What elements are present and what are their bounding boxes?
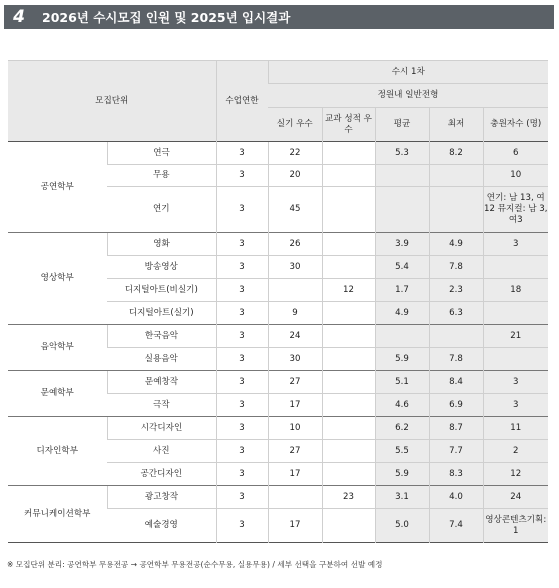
header-avg: 평균 xyxy=(375,108,429,142)
table-row xyxy=(8,325,548,348)
practical-cell: 24 xyxy=(268,325,322,348)
department-cell: 영상학부 xyxy=(8,233,107,325)
header-practical: 실기 우수 xyxy=(268,108,322,142)
years-cell: 3 xyxy=(216,394,268,417)
academic-cell xyxy=(322,256,375,279)
header-track: 정원내 일반전형 xyxy=(268,84,548,108)
table-row xyxy=(8,486,548,509)
low-cell: 4.9 xyxy=(429,233,483,256)
table-row xyxy=(8,142,548,165)
practical-cell: 30 xyxy=(268,256,322,279)
major-cell: 극작 xyxy=(107,394,216,417)
avg-cell xyxy=(375,187,429,233)
waitlist-cell: 3 xyxy=(483,371,548,394)
waitlist-cell: 연기: 남 13, 여 12 뮤지컬: 남 3, 여3 xyxy=(483,187,548,233)
header-round: 수시 1차 xyxy=(268,61,548,84)
table-row xyxy=(8,417,548,440)
header-years: 수업연한 xyxy=(216,61,268,142)
academic-cell xyxy=(322,233,375,256)
waitlist-cell: 6 xyxy=(483,142,548,165)
practical-cell xyxy=(268,486,322,509)
practical-cell: 17 xyxy=(268,463,322,486)
years-cell: 3 xyxy=(216,165,268,187)
practical-cell xyxy=(268,279,322,302)
avg-cell: 5.0 xyxy=(375,509,429,543)
academic-cell xyxy=(322,394,375,417)
academic-cell xyxy=(322,348,375,371)
header-unit: 모집단위 xyxy=(8,61,216,142)
avg-cell: 5.1 xyxy=(375,371,429,394)
avg-cell: 5.9 xyxy=(375,463,429,486)
major-cell: 문예창작 xyxy=(107,371,216,394)
avg-cell: 5.3 xyxy=(375,142,429,165)
low-cell: 8.3 xyxy=(429,463,483,486)
waitlist-cell: 12 xyxy=(483,463,548,486)
major-cell: 방송영상 xyxy=(107,256,216,279)
department-cell: 커뮤니케이션학부 xyxy=(8,486,107,543)
avg-cell xyxy=(375,325,429,348)
practical-cell: 9 xyxy=(268,302,322,325)
avg-cell: 5.9 xyxy=(375,348,429,371)
header-waitlist: 충원자수 (명) xyxy=(483,108,548,142)
waitlist-cell: 10 xyxy=(483,165,548,187)
years-cell: 3 xyxy=(216,325,268,348)
practical-cell: 22 xyxy=(268,142,322,165)
practical-cell: 17 xyxy=(268,394,322,417)
avg-cell: 3.9 xyxy=(375,233,429,256)
years-cell: 3 xyxy=(216,279,268,302)
low-cell: 6.9 xyxy=(429,394,483,417)
low-cell: 8.2 xyxy=(429,142,483,165)
waitlist-cell: 영상콘텐츠기획: 1 xyxy=(483,509,548,543)
years-cell: 3 xyxy=(216,509,268,543)
avg-cell: 5.4 xyxy=(375,256,429,279)
table-body xyxy=(8,142,548,543)
academic-cell xyxy=(322,509,375,543)
waitlist-cell: 18 xyxy=(483,279,548,302)
years-cell: 3 xyxy=(216,302,268,325)
waitlist-cell: 24 xyxy=(483,486,548,509)
waitlist-cell: 11 xyxy=(483,417,548,440)
major-cell: 디지털아트(비실기) xyxy=(107,279,216,302)
low-cell xyxy=(429,325,483,348)
years-cell: 3 xyxy=(216,463,268,486)
waitlist-cell xyxy=(483,302,548,325)
table-row xyxy=(8,371,548,394)
admission-table xyxy=(8,60,548,543)
avg-cell: 3.1 xyxy=(375,486,429,509)
department-cell: 문예학부 xyxy=(8,371,107,417)
practical-cell: 27 xyxy=(268,371,322,394)
waitlist-cell: 3 xyxy=(483,394,548,417)
major-cell: 시각디자인 xyxy=(107,417,216,440)
academic-cell xyxy=(322,325,375,348)
low-cell: 8.4 xyxy=(429,371,483,394)
low-cell: 8.7 xyxy=(429,417,483,440)
major-cell: 디지털아트(실기) xyxy=(107,302,216,325)
avg-cell: 6.2 xyxy=(375,417,429,440)
practical-cell: 17 xyxy=(268,509,322,543)
department-cell: 디자인학부 xyxy=(8,417,107,486)
major-cell: 연기 xyxy=(107,187,216,233)
major-cell: 사진 xyxy=(107,440,216,463)
years-cell: 3 xyxy=(216,187,268,233)
footnote: ※ 모집단위 분리: 공연학부 무용전공 → 공연학부 무용전공(순수무용, 실용무용) / 세부 선택을 구분하여 선발 예정 xyxy=(7,560,383,569)
academic-cell: 12 xyxy=(322,279,375,302)
low-cell: 7.4 xyxy=(429,509,483,543)
practical-cell: 45 xyxy=(268,187,322,233)
section-title: 2026년 수시모집 인원 및 2025년 입시결과 xyxy=(42,10,291,25)
years-cell: 3 xyxy=(216,486,268,509)
academic-cell xyxy=(322,142,375,165)
low-cell: 6.3 xyxy=(429,302,483,325)
practical-cell: 26 xyxy=(268,233,322,256)
years-cell: 3 xyxy=(216,142,268,165)
low-cell: 2.3 xyxy=(429,279,483,302)
table-row xyxy=(8,233,548,256)
avg-cell: 1.7 xyxy=(375,279,429,302)
years-cell: 3 xyxy=(216,233,268,256)
header-academic: 교과 성적 우수 xyxy=(322,108,375,142)
years-cell: 3 xyxy=(216,417,268,440)
waitlist-cell: 3 xyxy=(483,233,548,256)
waitlist-cell: 2 xyxy=(483,440,548,463)
section-number: 4 xyxy=(13,7,25,27)
academic-cell xyxy=(322,440,375,463)
section-title-bar xyxy=(4,5,554,29)
waitlist-cell: 21 xyxy=(483,325,548,348)
low-cell xyxy=(429,187,483,233)
academic-cell xyxy=(322,165,375,187)
academic-cell xyxy=(322,417,375,440)
low-cell: 7.7 xyxy=(429,440,483,463)
academic-cell xyxy=(322,302,375,325)
low-cell: 7.8 xyxy=(429,348,483,371)
low-cell xyxy=(429,165,483,187)
avg-cell: 4.6 xyxy=(375,394,429,417)
department-cell: 공연학부 xyxy=(8,142,107,233)
practical-cell: 10 xyxy=(268,417,322,440)
years-cell: 3 xyxy=(216,371,268,394)
major-cell: 한국음악 xyxy=(107,325,216,348)
practical-cell: 30 xyxy=(268,348,322,371)
avg-cell: 5.5 xyxy=(375,440,429,463)
practical-cell: 27 xyxy=(268,440,322,463)
major-cell: 무용 xyxy=(107,165,216,187)
low-cell: 7.8 xyxy=(429,256,483,279)
years-cell: 3 xyxy=(216,348,268,371)
admission-table-container xyxy=(8,60,548,543)
major-cell: 공간디자인 xyxy=(107,463,216,486)
academic-cell xyxy=(322,187,375,233)
header-low: 최저 xyxy=(429,108,483,142)
practical-cell: 20 xyxy=(268,165,322,187)
avg-cell: 4.9 xyxy=(375,302,429,325)
department-cell: 음악학부 xyxy=(8,325,107,371)
academic-cell xyxy=(322,371,375,394)
avg-cell xyxy=(375,165,429,187)
waitlist-cell xyxy=(483,256,548,279)
waitlist-cell xyxy=(483,348,548,371)
major-cell: 영화 xyxy=(107,233,216,256)
academic-cell: 23 xyxy=(322,486,375,509)
major-cell: 광고창작 xyxy=(107,486,216,509)
years-cell: 3 xyxy=(216,440,268,463)
major-cell: 예술경영 xyxy=(107,509,216,543)
major-cell: 연극 xyxy=(107,142,216,165)
low-cell: 4.0 xyxy=(429,486,483,509)
major-cell: 실용음악 xyxy=(107,348,216,371)
years-cell: 3 xyxy=(216,256,268,279)
academic-cell xyxy=(322,463,375,486)
